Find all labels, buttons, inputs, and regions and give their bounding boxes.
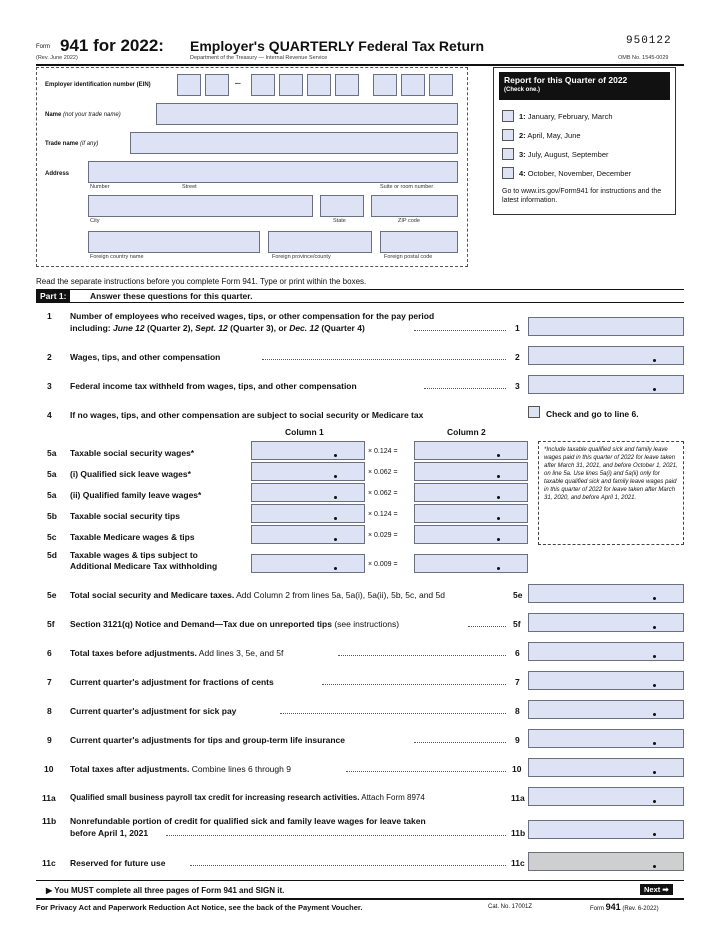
line-1-text-b3: (Quarter 2),	[144, 323, 196, 333]
line-9-ref: 9	[515, 735, 520, 745]
line-5c-col1-decimal	[334, 538, 337, 541]
line-6-field[interactable]	[528, 642, 684, 661]
line-5ai-number: 5a	[47, 469, 57, 479]
line-6-decimal	[653, 655, 656, 658]
line-10-text-normal: Combine lines 6 through 9	[189, 764, 291, 774]
quarter-3-num: 3:	[519, 150, 526, 159]
line-5f-decimal	[653, 626, 656, 629]
line-5e-text-normal: Add Column 2 from lines 5a, 5a(i), 5a(ii), 5b, 5c, and 5d	[234, 590, 445, 600]
line-9-leader	[414, 742, 506, 743]
privacy-notice: For Privacy Act and Paperwork Reduction Act Notice, see the back of the Payment Voucher.	[36, 903, 363, 912]
line-9-field[interactable]	[528, 729, 684, 748]
quarter-box-header	[499, 72, 670, 100]
line-9-decimal	[653, 742, 656, 745]
line-1-text-a: Number of employees who received wages, tips, or other compensation for the pay period	[70, 311, 435, 321]
quarter-4-checkbox[interactable]	[502, 167, 514, 179]
line-11c-text: Reserved for future use	[70, 858, 166, 868]
line-5-note: *Include taxable qualified sick and family leave wages paid in this quarter of 2022 for leave taken after March 31, 2021, and before October 1, 2021, on line 5a. Use lines 5a(i) and 5a(ii) only for taxable qualified sick and family leave wages paid in this quarter of 2022 for leave taken after March 31, 2020, and before April 1, 2021.	[538, 441, 684, 545]
line-5ai-col1-decimal	[334, 475, 337, 478]
line-11a-ref: 11a	[511, 793, 525, 803]
line-11c-field	[528, 852, 684, 871]
line-5ai-col2-decimal	[497, 475, 500, 478]
quarter-3-text: July, August, September	[527, 150, 609, 159]
line-2-text: Wages, tips, and other compensation	[70, 352, 221, 362]
address-zip-sub: ZIP code	[398, 218, 420, 224]
line-5ai-text: (i) Qualified sick leave wages*	[70, 469, 191, 479]
line-5e-text-bold: Total social security and Medicare taxes.	[70, 590, 235, 600]
main-title: Employer's QUARTERLY Federal Tax Return	[190, 38, 485, 54]
line-11b-text-a: Nonrefundable portion of credit for qualified sick and family leave wages for leave taken	[70, 816, 426, 826]
line-6-text	[70, 648, 283, 658]
line-11c-number: 11c	[42, 858, 56, 868]
line-1-text-b2: June 12	[112, 323, 145, 333]
line-5c-number: 5c	[47, 532, 57, 542]
line-5b-col2-field[interactable]	[414, 504, 528, 523]
ein-digit-7[interactable]	[373, 74, 397, 96]
line-10-text-bold: Total taxes after adjustments.	[70, 764, 190, 774]
line-1-number: 1	[47, 311, 52, 321]
line-5e-decimal	[653, 597, 656, 600]
line-2-decimal	[653, 359, 656, 362]
trade-name-label	[45, 141, 98, 147]
line-5c-col2-decimal	[497, 538, 500, 541]
line-6-leader	[338, 655, 506, 656]
line-10-ref: 10	[512, 764, 522, 774]
line-3-number: 3	[47, 381, 52, 391]
line-5aii-text: (ii) Qualified family leave wages*	[70, 490, 202, 500]
line-7-decimal	[653, 684, 656, 687]
address-city-field[interactable]	[88, 195, 313, 217]
line-2-field[interactable]	[528, 346, 684, 365]
ein-digit-1[interactable]	[177, 74, 201, 96]
part1-title: Answer these questions for this quarter.	[90, 291, 253, 301]
line-8-text: Current quarter's adjustment for sick pay	[70, 706, 237, 716]
line-3-leader	[424, 388, 506, 389]
footer-revision: (Rev. 6-2022)	[622, 906, 659, 912]
line-11a-text-normal: Attach Form 8974	[359, 793, 425, 802]
ein-dash: –	[235, 78, 241, 89]
line-8-leader	[280, 713, 506, 714]
ein-digit-3[interactable]	[251, 74, 275, 96]
quarter-note: Go to www.irs.gov/Form941 for instructions and the latest information.	[502, 188, 662, 204]
line-5b-col1-field[interactable]	[251, 504, 365, 523]
line-10-text	[70, 764, 291, 774]
line-5aii-col1-field[interactable]	[251, 483, 365, 502]
line-7-field[interactable]	[528, 671, 684, 690]
line-5b-text: Taxable social security tips	[70, 511, 180, 521]
foreign-postal-field[interactable]	[380, 231, 458, 253]
line-5f-number: 5f	[47, 619, 55, 629]
quarter-2-text: April, May, June	[527, 131, 581, 140]
line-5a-text: Taxable social security wages*	[70, 448, 195, 458]
line-11c-ref: 11c	[511, 858, 525, 868]
line-5ai-col2-field[interactable]	[414, 462, 528, 481]
line-11a-field[interactable]	[528, 787, 684, 806]
quarter-2-label	[519, 131, 581, 140]
line-5c-rate: × 0.029 =	[368, 532, 398, 539]
footer-form-word: Form	[590, 906, 604, 912]
line-5d-number: 5d	[47, 550, 57, 560]
line-5ai-col1-field[interactable]	[251, 462, 365, 481]
form-code: 950122	[626, 35, 672, 47]
line-5d-col2-field[interactable]	[414, 554, 528, 573]
line-11b-text-b: before April 1, 2021	[70, 828, 149, 838]
line-5a-col2-field[interactable]	[414, 441, 528, 460]
line-3-ref: 3	[515, 381, 520, 391]
line-7-number: 7	[47, 677, 52, 687]
ein-digit-5[interactable]	[307, 74, 331, 96]
line-5d-col1-field[interactable]	[251, 554, 365, 573]
line-11b-number: 11b	[42, 816, 57, 826]
line-5aii-number: 5a	[47, 490, 57, 500]
form-revision: (Rev. June 2022)	[36, 55, 78, 61]
line-5aii-col2-field[interactable]	[414, 483, 528, 502]
line-5e-field[interactable]	[528, 584, 684, 603]
line-2-number: 2	[47, 352, 52, 362]
line-5ai-rate: × 0.062 =	[368, 469, 398, 476]
line-5a-rate: × 0.124 =	[368, 448, 398, 455]
omb-number: OMB No. 1545-0029	[618, 55, 669, 61]
line-4-checkbox[interactable]	[528, 406, 540, 418]
address-state-sub: State	[333, 218, 346, 224]
line-4-text: If no wages, tips, and other compensation are subject to social security or Medicare tax	[70, 410, 424, 420]
line-5aii-col2-decimal	[497, 496, 500, 499]
line-5f-field[interactable]	[528, 613, 684, 632]
quarter-3-checkbox[interactable]	[502, 148, 514, 160]
line-5f-text-bold: Section 3121(q) Notice and Demand—Tax due on unreported tips	[70, 619, 332, 629]
name-label-bold: Name	[45, 112, 62, 118]
ein-digit-9[interactable]	[429, 74, 453, 96]
line-2-leader	[262, 359, 506, 360]
line-5a-col2-decimal	[497, 454, 500, 457]
column-2-header: Column 2	[447, 427, 486, 437]
ein-digit-2[interactable]	[205, 74, 229, 96]
line-5b-rate: × 0.124 =	[368, 511, 398, 518]
line-10-number: 10	[44, 764, 54, 774]
foreign-province-sub: Foreign province/county	[272, 254, 331, 260]
part1-bottom-rule	[36, 302, 684, 303]
line-5d-col2-decimal	[497, 567, 500, 570]
instructions-text: Read the separate instructions before you complete Form 941. Type or print within the boxes.	[36, 277, 367, 286]
quarter-1-label	[519, 112, 613, 121]
trade-name-label-bold: Trade name	[45, 141, 79, 147]
line-2-ref: 2	[515, 352, 520, 362]
ein-digit-6[interactable]	[335, 74, 359, 96]
quarter-4-label	[519, 169, 631, 178]
line-8-number: 8	[47, 706, 52, 716]
foreign-country-sub: Foreign country name	[90, 254, 144, 260]
quarter-3-label	[519, 150, 609, 159]
department: Department of the Treasury — Internal Revenue Service	[190, 55, 328, 61]
header-rule	[36, 64, 684, 66]
line-5a-number: 5a	[47, 448, 57, 458]
line-3-decimal	[653, 388, 656, 391]
line-5b-col2-decimal	[497, 517, 500, 520]
address-street-sub: Street	[182, 184, 197, 190]
line-1-ref: 1	[515, 323, 520, 333]
line-5e-number: 5e	[47, 590, 57, 600]
line-8-ref: 8	[515, 706, 520, 716]
line-11a-decimal	[653, 800, 656, 803]
trade-name-field[interactable]	[130, 132, 458, 154]
quarter-2-checkbox[interactable]	[502, 129, 514, 141]
line-5d-text-b: Additional Medicare Tax withholding	[70, 561, 218, 571]
line-5e-ref: 5e	[513, 590, 523, 600]
must-complete-note: ▶ You MUST complete all three pages of Form 941 and SIGN it.	[46, 886, 285, 895]
line-5aii-rate: × 0.062 =	[368, 490, 398, 497]
line-4-number: 4	[47, 410, 52, 420]
line-1-text-b	[70, 323, 365, 333]
foreign-province-field[interactable]	[268, 231, 372, 253]
line-9-number: 9	[47, 735, 52, 745]
line-11b-field[interactable]	[528, 820, 684, 839]
line-6-ref: 6	[515, 648, 520, 658]
footer-form-number: 941	[605, 902, 621, 912]
line-11b-ref: 11b	[511, 828, 526, 838]
footer-form-id	[590, 902, 659, 912]
line-6-text-normal: Add lines 3, 5e, and 5f	[196, 648, 284, 658]
quarter-box-title: Report for this Quarter of 2022	[504, 75, 628, 85]
quarter-4-text: October, November, December	[527, 169, 632, 178]
line-11a-number: 11a	[42, 793, 56, 803]
line-5a-col1-field[interactable]	[251, 441, 365, 460]
line-7-text: Current quarter's adjustment for fractions of cents	[70, 677, 274, 687]
quarter-box-subtitle: (Check one.)	[504, 87, 541, 93]
line-8-decimal	[653, 713, 656, 716]
line-6-text-bold: Total taxes before adjustments.	[70, 648, 197, 658]
line-1-text-b1: including:	[70, 323, 113, 333]
address-suite-sub: Suite or room number	[380, 184, 434, 190]
quarter-4-num: 4:	[519, 169, 526, 178]
line-11b-leader	[166, 835, 506, 836]
line-1-text-b4: Sept. 12	[195, 323, 228, 333]
line-5d-text-a: Taxable wages & tips subject to	[70, 550, 198, 560]
line-5a-col1-decimal	[334, 454, 337, 457]
form-title: 941 for 2022:	[60, 36, 164, 55]
line-1-text-b6: Dec. 12	[289, 323, 319, 333]
quarter-1-checkbox[interactable]	[502, 110, 514, 122]
line-1-text-b7: (Quarter 4)	[318, 323, 365, 333]
line-9-text: Current quarter's adjustments for tips and group-term life insurance	[70, 735, 346, 745]
line-1-field[interactable]	[528, 317, 684, 336]
line-4-check-text: Check and go to line 6.	[546, 409, 639, 419]
line-5f-ref: 5f	[513, 619, 521, 629]
address-number-sub: Number	[90, 184, 110, 190]
trade-name-label-italic: (if any)	[80, 141, 99, 147]
line-5d-col1-decimal	[334, 567, 337, 570]
line-5e-text	[70, 590, 445, 600]
line-5c-col2-field[interactable]	[414, 525, 528, 544]
line-7-leader	[322, 684, 506, 685]
foreign-country-field[interactable]	[88, 231, 260, 253]
foreign-postal-sub: Foreign postal code	[384, 254, 433, 260]
name-label-italic: (not your trade name)	[63, 112, 121, 118]
address-label: Address	[45, 171, 70, 177]
line-11c-leader	[190, 865, 506, 866]
part1-tag: Part 1:	[36, 290, 70, 302]
line-3-text: Federal income tax withheld from wages, tips, and other compensation	[70, 381, 357, 391]
ein-digit-8[interactable]	[401, 74, 425, 96]
address-zip-field[interactable]	[371, 195, 458, 217]
line-11a-text	[70, 793, 425, 802]
line-5f-text	[70, 619, 399, 629]
ein-label: Employer identification number (EIN)	[45, 82, 151, 88]
line-5f-leader	[468, 626, 506, 627]
line-10-field[interactable]	[528, 758, 684, 777]
next-page-button[interactable]: Next ➡	[640, 884, 673, 895]
line-1-leader	[414, 330, 506, 331]
ein-digit-4[interactable]	[279, 74, 303, 96]
line-5b-col1-decimal	[334, 517, 337, 520]
quarter-1-num: 1:	[519, 112, 526, 121]
catalog-number: Cat. No. 17001Z	[488, 904, 533, 910]
line-10-leader	[346, 771, 506, 772]
footer-rule	[36, 898, 684, 900]
address-street-field[interactable]	[88, 161, 458, 183]
line-11a-text-bold: Qualified small business payroll tax credit for increasing research activities.	[70, 793, 360, 802]
line-6-number: 6	[47, 648, 52, 658]
name-label	[45, 112, 121, 118]
column-1-header: Column 1	[285, 427, 324, 437]
line-5aii-col1-decimal	[334, 496, 337, 499]
part1-top-rule	[36, 289, 684, 290]
line-5b-number: 5b	[47, 511, 57, 521]
quarter-1-text: January, February, March	[527, 112, 613, 121]
address-state-field[interactable]	[320, 195, 364, 217]
address-city-sub: City	[90, 218, 100, 224]
line-11c-decimal	[653, 865, 656, 868]
line-5f-text-normal: (see instructions)	[331, 619, 400, 629]
line-5c-col1-field[interactable]	[251, 525, 365, 544]
line-7-ref: 7	[515, 677, 520, 687]
name-field[interactable]	[156, 103, 458, 125]
line-5d-rate: × 0.009 =	[368, 561, 398, 568]
form-word: Form	[36, 44, 50, 50]
line-10-decimal	[653, 771, 656, 774]
line-5c-text: Taxable Medicare wages & tips	[70, 532, 195, 542]
line-11b-decimal	[653, 833, 656, 836]
quarter-2-num: 2:	[519, 131, 526, 140]
footer-top-rule	[36, 880, 684, 881]
line-8-field[interactable]	[528, 700, 684, 719]
line-1-text-b5: (Quarter 3), or	[227, 323, 290, 333]
line-3-field[interactable]	[528, 375, 684, 394]
